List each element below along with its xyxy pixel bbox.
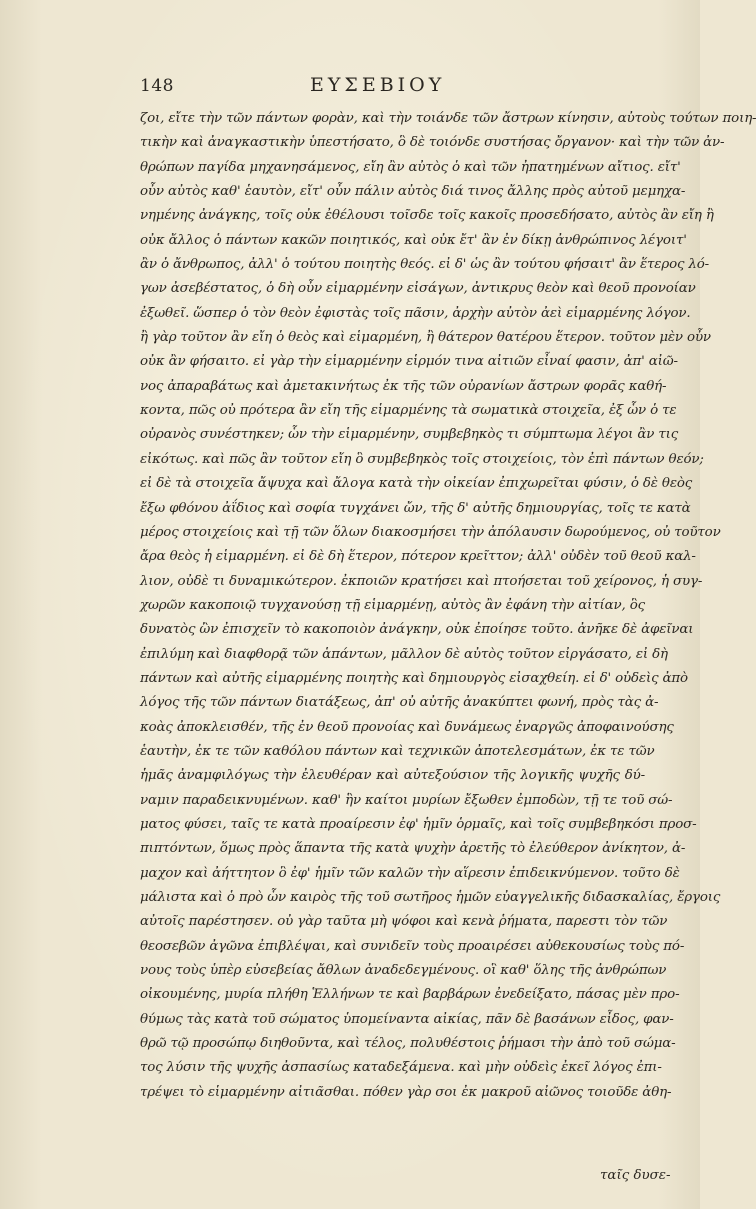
text-line: κοὰς ἀποκλεισθέν, τῆς ἐν θεοῦ προνοίας καὶ δυνάμεως ἐναργῶς ἀποφαινούσης: [140, 719, 674, 735]
text-line: ἐπιλύμη καὶ διαφθορᾷ τῶν ἁπάντων, μᾶλλον δὲ αὐτὸς τοῦτον εἰργάσατο, εἰ δὴ: [140, 646, 668, 662]
text-line: τρέψει τὸ εἱμαρμένην αἰτιᾶσθαι. πόθεν γὰρ σοι ἐκ μακροῦ αἰῶνος τοιοῦδε ἀθη-: [140, 1084, 672, 1100]
text-line: ἑαυτὴν, ἐκ τε τῶν καθόλου πάντων καὶ τεχνικῶν ἀποτελεσμάτων, ἐκ τε τῶν: [140, 743, 655, 759]
text-line: δυνατὸς ὢν ἐπισχεῖν τὸ κακοποιὸν ἀνάγκην, οὐκ ἐποίησε τοῦτο. ἀνῆκε δὲ ἀφεῖναι: [140, 622, 694, 638]
text-line: θεοσεβῶν ἀγῶνα ἐπιβλέψαι, καὶ συνιδεῖν τοὺς προαιρέσει αὐθεκουσίως τοὺς πό-: [140, 938, 685, 954]
body-text: [140, 107, 756, 1105]
catchword: ταῖς δυσε-: [600, 1168, 671, 1183]
text-line: νημένης ἀνάγκης, τοῖς οὐκ ἐθέλουσι τοῖσδε τοῖς κακοῖς προσεδήσατο, αὐτὸς ἂν εἴη ἢ: [140, 208, 714, 224]
text-line: θρῶ τῷ προσώπῳ διηθοῦντα, καὶ τέλος, πολυθέστοις ῥήμασι τὴν ἀπὸ τοῦ σώμα-: [140, 1036, 676, 1052]
text-line: ἂν ὁ ἄνθρωπος, ἀλλ' ὁ τούτου ποιητὴς θεός. εἰ δ' ὡς ἂν τούτου φήσαιτ' ἂν ἕτερος λό-: [140, 257, 710, 273]
text-line: μάλιστα καὶ ὁ πρὸ ὧν καιρὸς τῆς τοῦ σωτῆρος ἡμῶν εὐαγγελικῆς διδασκαλίας, ἔργοις: [140, 890, 721, 905]
text-line: θύμως τὰς κατὰ τοῦ σώματος ὑπομείναντα αἰκίας, πᾶν δὲ βασάνων εἶδος, φαν-: [140, 1011, 674, 1027]
text-line: πάντων καὶ αὐτῆς εἱμαρμένης ποιητὴς καὶ δημιουργὸς εἰσαχθείη. εἰ δ' οὐδεὶς ἀπὸ: [140, 670, 688, 686]
text-line: πιπτόντων, ὅμως πρὸς ἅπαντα τῆς κατὰ ψυχὴν ἀρετῆς τὸ ἐλεύθερον ἀνίκητον, ἀ-: [140, 841, 686, 857]
text-line: ναμιν παραδεικνυμένων. καθ' ἣν καίτοι μυρίων ἔξωθεν ἐμποδὼν, τῇ τε τοῦ σώ-: [140, 792, 673, 808]
text-line: οὖν αὐτὸς καθ' ἑαυτὸν, εἴτ' οὖν πάλιν αὐτὸς διά τινος ἄλλης πρὸς αὐτοῦ μεμηχα-: [140, 184, 686, 200]
text-line: ἄρα θεὸς ἡ εἱμαρμένη. εἰ δὲ δὴ ἕτερον, πότερον κρεῖττον; ἀλλ' οὐδὲν τοῦ θεοῦ καλ-: [140, 549, 696, 565]
text-line: γων ἀσεβέστατος, ὁ δὴ οὖν εἱμαρμένην εἰσάγων, ἀντικρυς θεὸν καὶ θεοῦ προνοίαν: [140, 281, 696, 297]
text-line: ζοι, εἴτε τὴν τῶν πάντων φορὰν, καὶ τὴν τοιάνδε τῶν ἄστρων κίνησιν, αὐτοὺς τούτων ποιη-: [140, 111, 756, 126]
text-line: ἡμᾶς ἀναμφιλόγως τὴν ἐλευθέραν καὶ αὐτεξούσιον τῆς λογικῆς ψυχῆς δύ-: [140, 768, 645, 784]
text-line: μαχον καὶ ἀήττητον ὃ ἐφ' ἡμῖν τῶν καλῶν τὴν αἵρεσιν ἐπιδεικνύμενον. τοῦτο δὲ: [140, 865, 680, 881]
text-line: εἰ δὲ τὰ στοιχεῖα ἄψυχα καὶ ἄλογα κατὰ τὴν οἰκείαν ἐπιχωρεῖται φύσιν, ὁ δὲ θεὸς: [140, 476, 693, 492]
text-line: τικὴν καὶ ἀναγκαστικὴν ὑπεστήσατο, ὃ δὲ τοιόνδε συστήσας ὄργανον· καὶ τὴν τῶν ἀν-: [140, 135, 725, 151]
text-line: τος λύσιν τῆς ψυχῆς ἀσπασίως καταδεξάμενα. καὶ μὴν οὐδεὶς ἐκεῖ λόγος ἐπι-: [140, 1060, 662, 1076]
page-number: 148: [140, 76, 174, 96]
text-line: ἔξω φθόνου ἀΐδιος καὶ σοφία τυγχάνει ὤν, τῆς δ' αὐτῆς δημιουργίας, τοῖς τε κατὰ: [140, 500, 691, 516]
text-line: εἰκότως. καὶ πῶς ἂν τοῦτον εἴη ὃ συμβεβηκὸς τοῖς στοιχείοις, τὸν ἐπὶ πάντων θεόν;: [140, 451, 704, 467]
text-line: οἰκουμένης, μυρία πλήθη Ἑλλήνων τε καὶ βαρβάρων ἐνεδείξατο, πάσας μὲν προ-: [140, 987, 680, 1003]
text-line: οὐκ ἂν φήσαιτο. εἰ γὰρ τὴν εἱμαρμένην εἱρμόν τινα αἰτιῶν εἶναί φασιν, ἀπ' αἰῶ-: [140, 354, 678, 370]
running-title: ΕΥΣΕΒΙΟΥ: [310, 74, 446, 96]
text-line: οὐρανὸς συνέστηκεν; ὧν τὴν εἱμαρμένην, συμβεβηκὸς τι σύμπτωμα λέγοι ἂν τις: [140, 427, 679, 443]
text-line: νος ἀπαραβάτως καὶ ἀμετακινήτως ἐκ τῆς τῶν οὐρανίων ἄστρων φορᾶς καθή-: [140, 378, 667, 394]
text-line: νους τοὺς ὑπὲρ εὐσεβείας ἄθλων ἀναδεδεγμένους. οἳ καθ' ὅλης τῆς ἀνθρώπων: [140, 963, 667, 979]
text-line: χωρῶν κακοποιῷ τυγχανούσῃ τῇ εἱμαρμένῃ, αὐτὸς ἂν ἐφάνη τὴν αἰτίαν, ὃς: [140, 597, 645, 613]
text-line: κοντα, πῶς οὐ πρότερα ἂν εἴη τῆς εἱμαρμένης τὰ σωματικὰ στοιχεῖα, ἐξ ὧν ὁ τε: [140, 403, 677, 419]
text-line: μέρος στοιχείοις καὶ τῇ τῶν ὅλων διακοσμήσει τὴν ἀπόλαυσιν δωρούμενος, οὐ τοῦτον: [140, 524, 721, 540]
text-line: θρώπων παγίδα μηχανησάμενος, εἴη ἂν αὐτὸς ὁ καὶ τῶν ἠπατημένων αἴτιος. εἴτ': [140, 159, 681, 175]
page-header: [140, 72, 645, 102]
text-line: λόγος τῆς τῶν πάντων διατάξεως, ἀπ' οὐ αὐτῆς ἀνακύπτει φωνή, πρὸς τὰς ἀ-: [140, 695, 659, 711]
text-line: ἐξωθεῖ. ὥσπερ ὁ τὸν θεὸν ἐφιστὰς τοῖς πᾶσιν, ἀρχὴν αὐτὸν ἀεὶ εἱμαρμένης λόγον.: [140, 305, 691, 321]
text-line: οὐκ ἄλλος ὁ πάντων κακῶν ποιητικός, καὶ οὐκ ἔτ' ἂν ἐν δίκῃ ἀνθρώπινος λέγοιτ': [140, 232, 687, 248]
text-line: αὐτοῖς παρέστησεν. οὐ γὰρ ταῦτα μὴ ψόφοι καὶ κενὰ ῥήματα, παρεστι τὸν τῶν: [140, 914, 668, 930]
text-line: ματος φύσει, ταῖς τε κατὰ προαίρεσιν ἐφ' ἡμῖν ὁρμαῖς, καὶ τοῖς συμβεβηκόσι προσ-: [140, 816, 697, 832]
text-line: ἢ γὰρ τοῦτον ἂν εἴη ὁ θεὸς καὶ εἱμαρμένη, ἢ θάτερον θατέρου ἕτερον. τοῦτον μὲν οὖν: [140, 330, 711, 346]
text-line: λιον, οὐδὲ τι δυναμικώτερον. ἐκποιῶν κρατήσει καὶ πτοήσεται τοῦ χείρονος, ἡ συγ-: [140, 573, 703, 589]
